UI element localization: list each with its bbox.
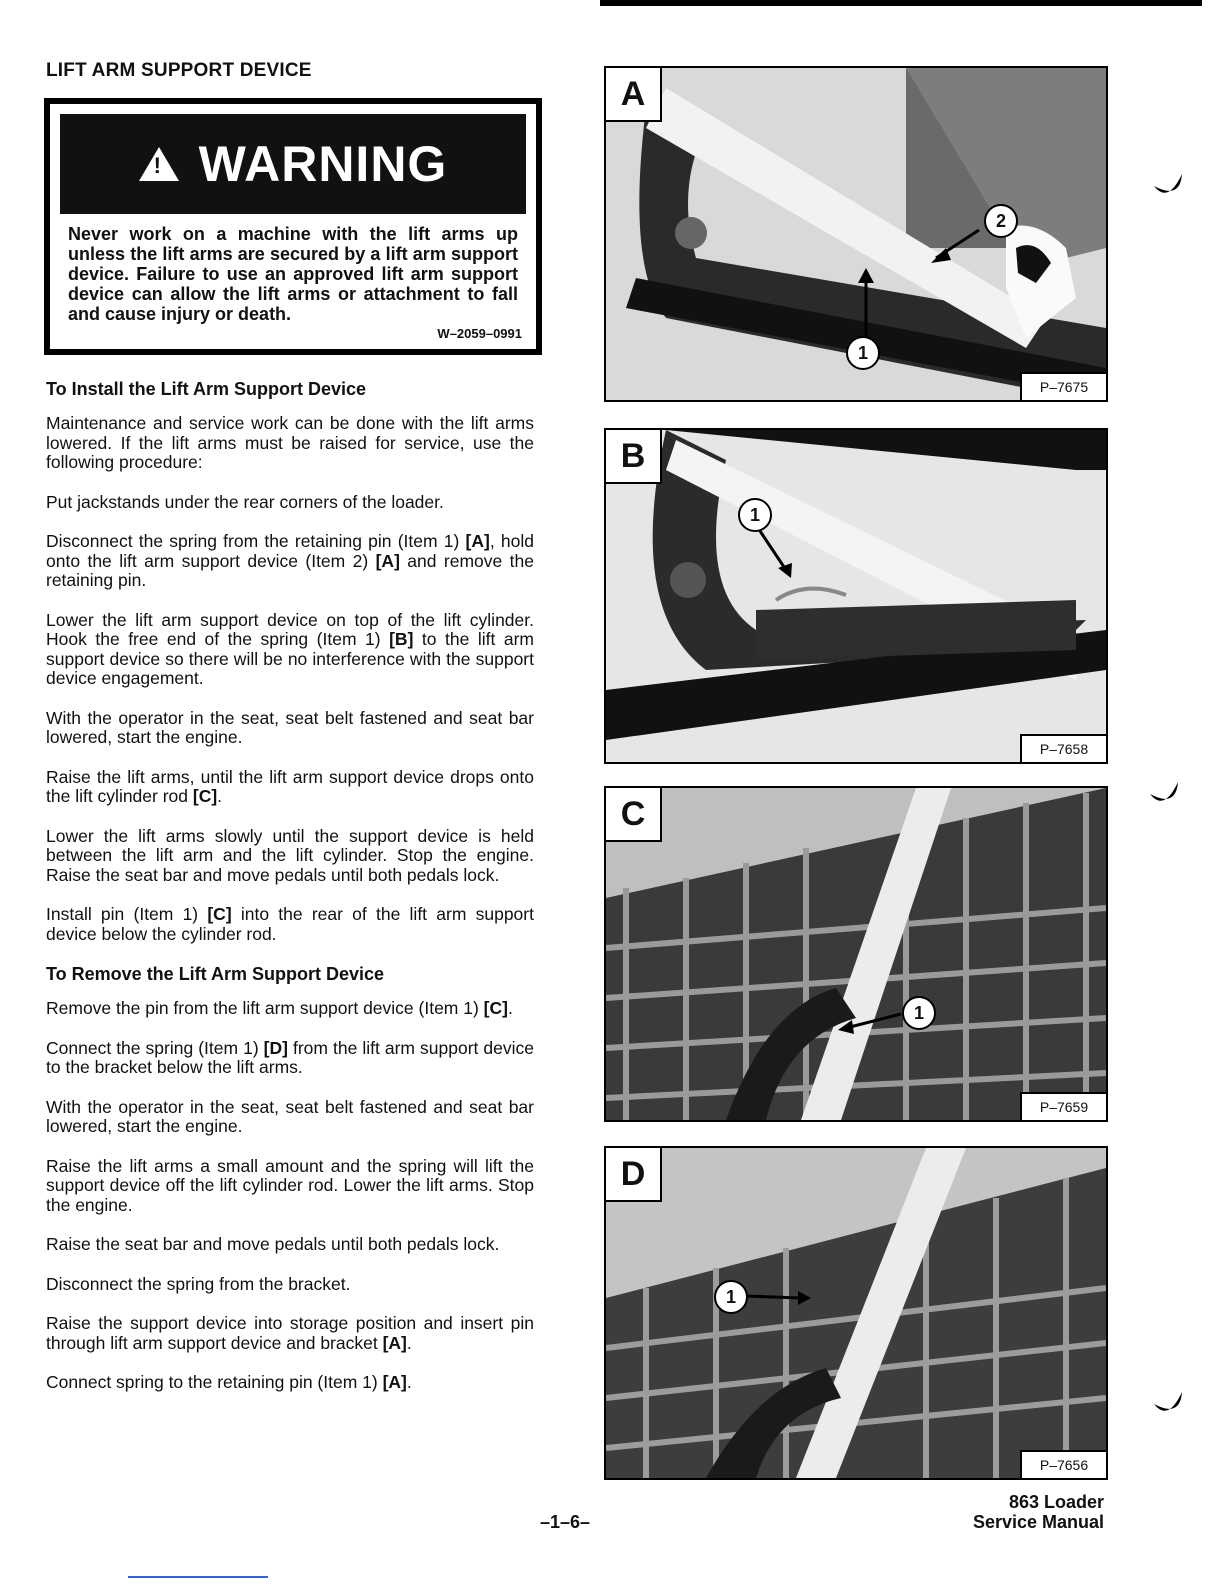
install-paragraph: Put jackstands under the rear corners of the loader. — [46, 491, 444, 512]
remove-paragraph: Connect the spring (Item 1) [D] from the lift arm support device to the bracket below the lift arms. — [46, 1037, 534, 1077]
page-curl-icon — [1150, 1384, 1186, 1420]
figure-c — [604, 786, 1108, 1122]
warning-box — [44, 98, 542, 355]
figure-letter: D — [606, 1148, 662, 1202]
remove-paragraph: Disconnect the spring from the bracket. — [46, 1273, 351, 1294]
page-curl-icon — [1146, 774, 1182, 810]
figure-d-photo — [606, 1148, 1106, 1478]
manual-title — [973, 1492, 1104, 1532]
photo-code: P–7658 — [1020, 734, 1106, 762]
photo-code: P–7656 — [1020, 1450, 1106, 1478]
photo-code: P–7675 — [1020, 372, 1106, 400]
section-title: LIFT ARM SUPPORT DEVICE — [46, 60, 312, 81]
remove-paragraph: Raise the support device into storage position and insert pin through lift arm support device and bracket [A]. — [46, 1313, 534, 1353]
callout-item-1: 1 — [738, 498, 772, 532]
warning-text: Never work on a machine with the lift arms up unless the lift arms are secured by a lift arm support device. Failure to use an approved lift arm support device can allow the lift arms or attachment to fall and cause injury or death. — [68, 224, 518, 324]
remove-paragraph: Raise the seat bar and move pedals until both pedals lock. — [46, 1234, 500, 1254]
warning-heading: WARNING — [198, 136, 448, 192]
figure-a — [604, 66, 1108, 402]
callout-item-2: 2 — [984, 204, 1018, 238]
install-paragraph: Lower the lift arms slowly until the support device is held between the lift arm and the lift cylinder. Stop the engine. Raise the seat bar and move pedals until both pedals lock. — [46, 825, 534, 885]
figure-letter: C — [606, 788, 662, 842]
photo-code: P–7659 — [1020, 1092, 1106, 1120]
page-curl-icon — [1150, 166, 1186, 202]
manual-title-line2: Service Manual — [972, 1512, 1104, 1532]
remove-paragraph: Remove the pin from the lift arm support device (Item 1) [C]. — [46, 998, 513, 1018]
remove-paragraph: Raise the lift arms a small amount and the spring will lift the support device off the lift cylinder rod. Lower the lift arms. Stop the engine. — [46, 1155, 534, 1215]
warning-code: W–2059–0991 — [437, 326, 522, 341]
top-rule — [600, 0, 1202, 6]
install-paragraph: Lower the lift arm support device on top of the lift cylinder. Hook the free end of the spring (Item 1) [B] to the lift arm support device so there will be no interference with the support device engagement. — [46, 609, 534, 688]
page-number: –1–6– — [540, 1512, 591, 1532]
remove-paragraph: Connect spring to the retaining pin (Item 1) [A]. — [46, 1372, 412, 1392]
install-paragraph: Maintenance and service work can be done with the lift arms lowered. If the lift arms must be raised for service, use the following procedure: — [46, 413, 534, 472]
figure-c-photo — [606, 788, 1106, 1120]
callout-item-1: 1 — [714, 1280, 748, 1314]
remove-paragraph: With the operator in the seat, seat belt fastened and seat bar lowered, start the engine. — [46, 1096, 534, 1136]
callout-item-1: 1 — [902, 996, 936, 1030]
warning-header — [60, 114, 526, 214]
install-heading: To Install the Lift Arm Support Device — [46, 379, 367, 399]
install-paragraph: With the operator in the seat, seat belt fastened and seat bar lowered, start the engine. — [46, 707, 534, 747]
figure-d — [604, 1146, 1108, 1480]
callout-item-1: 1 — [846, 336, 880, 370]
bottom-rule — [128, 1576, 268, 1578]
install-paragraph: Install pin (Item 1) [C] into the rear of the lift arm support device below the cylinder rod. — [46, 904, 534, 944]
text-column — [44, 60, 534, 1413]
figure-b-photo — [606, 430, 1106, 762]
figure-letter: A — [606, 68, 662, 122]
install-paragraph: Raise the lift arms, until the lift arm support device drops onto the lift cylinder rod [C]. — [46, 766, 534, 806]
figure-b — [604, 428, 1108, 764]
warning-triangle-icon: ! — [139, 147, 179, 181]
install-paragraph: Disconnect the spring from the retaining pin (Item 1) [A], hold onto the lift arm support device (Item 2) [A] and remove the retaining pin. — [46, 531, 534, 590]
manual-title-line1: 863 Loader — [1008, 1492, 1104, 1512]
figure-letter: B — [606, 430, 662, 484]
remove-heading: To Remove the Lift Arm Support Device — [46, 964, 385, 984]
